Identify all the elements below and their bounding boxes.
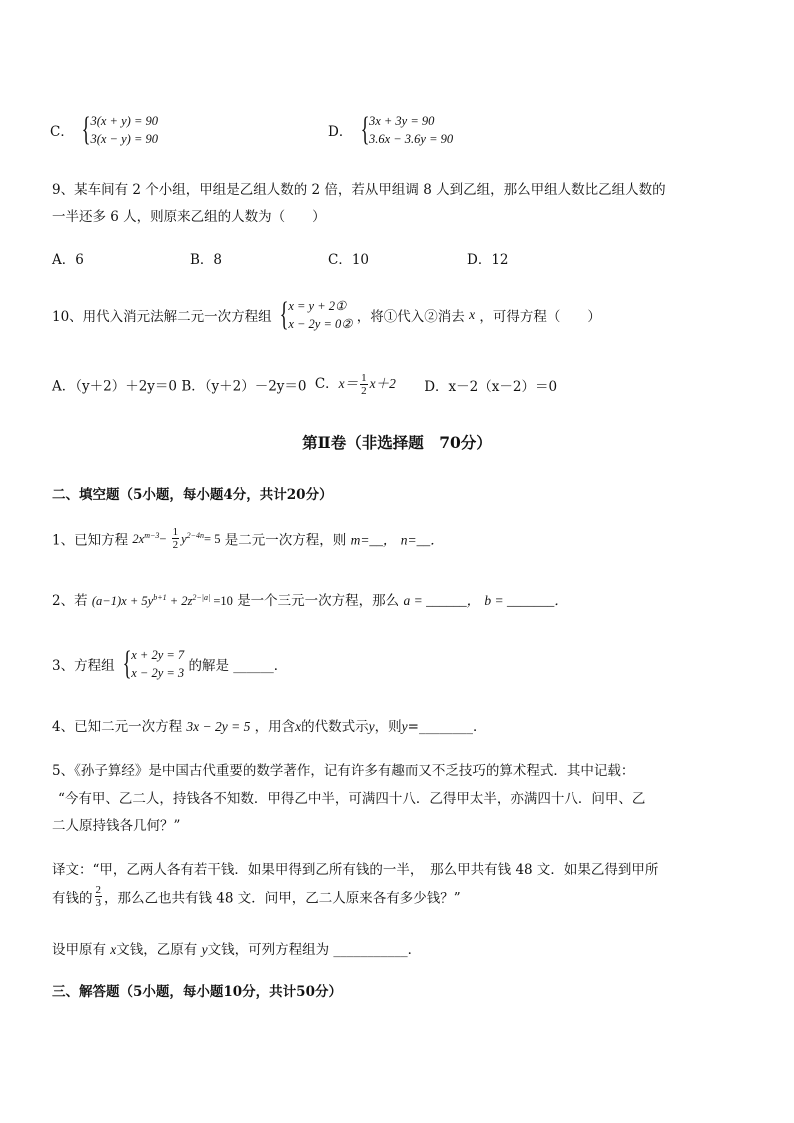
q10-option-d: D．x－2（x－2）＝0	[424, 378, 558, 395]
brace-icon: {	[122, 645, 132, 682]
fraction: $\frac{1}{2}$	[361, 372, 367, 397]
q10-option-a: A．（y＋2）＋2y＝0	[52, 378, 178, 395]
part-title: 第Ⅱ卷（非选择题 70分）	[302, 433, 492, 452]
equation-line: 3(x − y) = 90	[90, 132, 159, 146]
equation-line: x − 2y = 3	[131, 666, 185, 680]
section-heading-fill: 二、填空题（5小题，每小题4分，共计20分）	[52, 487, 333, 503]
equation-system	[119, 646, 184, 682]
equation-line: x + 2y = 7	[131, 648, 185, 662]
q9-option-a: A．6	[52, 252, 84, 268]
q9-option-d: D．12	[467, 252, 509, 268]
fill-q5-line-2: “今有甲、乙二人，持钱各不知数．甲得乙中半，可满四十八．乙得甲太半，亦满四十八．问甲、乙	[58, 791, 646, 807]
section-heading-answer: 三、解答题（5小题，每小题10分，共计50分）	[52, 984, 342, 1000]
equation-line: 3x + 3y = 90	[368, 114, 435, 128]
equation-line: x = y + 2①	[288, 299, 347, 313]
option-label: C．	[50, 124, 74, 140]
q9-line-1: 9、某车间有 2 个小组，甲组是乙组人数的 2 倍，若从甲组调 8 人到乙组，那么甲组人数比乙组人数的	[52, 182, 666, 198]
q9-line-2: 一半还多 6 人，则原来乙组的人数为（ ）	[52, 209, 326, 225]
brace-icon: {	[360, 111, 370, 148]
q9-option-b: B．8	[190, 252, 223, 268]
q10-option-c: C．x＝ $\frac{1}{2}$ x＋2	[314, 372, 396, 397]
fill-q5-line-3: 二人原持钱各几何？”	[52, 818, 181, 834]
q8-option-c	[50, 112, 158, 148]
q10-stem: 10、用代入消元法解二元一次方程组 { x = y + 2① x − 2y = 0② ，将①代入②消去 x ，可得方程（ ）	[52, 296, 601, 333]
q8-option-d	[328, 112, 453, 148]
fill-q2: 2、若 $(a-1)x + 5y^{b+1} + 2z^{2-|a|} =10$ 是一个三元一次方程，那么 a = ______， b = _______．	[52, 592, 568, 609]
fill-q5-line-4: 译文：“甲，乙两人各有若干钱．如果甲得到乙所有钱的一半， 那么甲共有钱 48 文．如果乙得到甲所	[52, 862, 659, 878]
fill-q5-line-1: 5、《孙子算经》是中国古代重要的数学著作，记有许多有趣而又不乏技巧的算术程式．其中记载：	[52, 763, 635, 779]
fill-q1: 1、已知方程 $2x^{m-3}-$ $\frac{1}{2}$ $y^{2-4n}= 5$ 是二元一次方程，则 m=__， n=__．	[52, 526, 444, 551]
equation-line: 3.6x − 3.6y = 90	[368, 132, 454, 146]
equation-system	[357, 112, 454, 148]
brace-icon: {	[279, 296, 289, 333]
fraction: $\frac{1}{2}$	[172, 526, 179, 551]
equation-line: x − 2y = 0②	[288, 317, 353, 331]
fill-q4: 4、已知二元一次方程 3x − 2y = 5 ，用含x的代数式示y，则y=________．	[52, 719, 487, 735]
q9-option-c: C．10	[328, 252, 370, 268]
option-label: D．	[328, 124, 353, 140]
fill-q5-line-6: 设甲原有 x文钱，乙原有 y文钱，可列方程组为 ___________．	[52, 942, 422, 958]
fill-q3: 3、方程组 { x + 2y = 7 x − 2y = 3 的解是 ______．	[52, 645, 288, 682]
q10-option-b: B．（y＋2）－2y＝0	[181, 378, 307, 395]
fraction: $\frac{2}{3}$	[95, 884, 101, 909]
equation-system	[276, 297, 353, 333]
equation-system	[78, 112, 158, 148]
q10-options	[52, 372, 557, 397]
brace-icon: {	[81, 111, 91, 148]
fill-q5-line-5: 有钱的 $\frac{2}{3}$ ，那么乙也共有钱 48 文．问甲，乙二人原来各有多少钱？”	[52, 884, 461, 909]
equation-line: 3(x + y) = 90	[90, 114, 159, 128]
